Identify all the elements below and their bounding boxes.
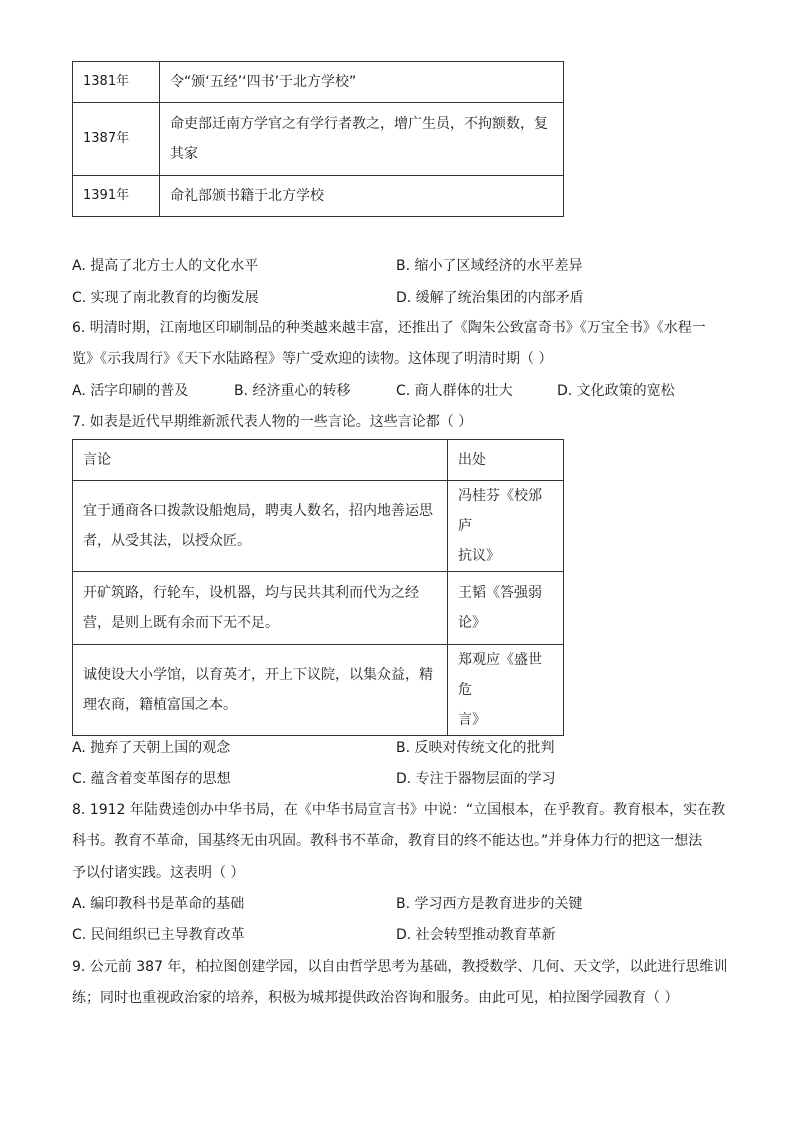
q5-option-c[interactable]: C. 实现了南北教育的均衡发展	[72, 290, 259, 306]
policy-cell	[160, 103, 564, 176]
q8-stem-line: 8. 1912 年陆费逵创办中华书局，在《中华书局宣言书》中说：“立国根本，在乎教育。教育根本，实在教	[72, 802, 726, 818]
table-row	[73, 103, 564, 176]
policy-line: 其家	[170, 146, 198, 162]
quote-line: 开矿筑路，行轮车，设机器，均与民共其利而代为之经	[83, 585, 419, 601]
q8-option-c[interactable]: C. 民间组织已主导教育改革	[72, 927, 245, 943]
column-header-source: 出处	[448, 440, 564, 481]
q8-option-a[interactable]: A. 编印教科书是革命的基础	[72, 896, 245, 912]
source-cell	[448, 645, 564, 736]
quote-cell	[73, 645, 448, 736]
q6-option-d[interactable]: D. 文化政策的宽松	[557, 383, 675, 399]
policy-table	[72, 61, 564, 217]
quote-cell	[73, 481, 448, 572]
q6-stem-line: 6. 明清时期，江南地区印刷制品的种类越来越丰富，还推出了《陶朱公致富奇书》《万宝全书》《水程一	[72, 320, 706, 336]
table-row	[73, 176, 564, 217]
q6-stem-line: 览》《示我周行》《天下水陆路程》等广受欢迎的读物。这体现了明清时期（ ）	[72, 351, 553, 367]
year-cell: 1391年	[73, 176, 160, 217]
q7-stem: 7. 如表是近代早期维新派代表人物的一些言论。这些言论都（ ）	[72, 414, 473, 430]
q7-option-a[interactable]: A. 抛弃了天朝上国的观念	[72, 740, 231, 756]
year-cell: 1387年	[73, 103, 160, 176]
quote-line: 诚使设大小学馆，以育英才，开上下议院，以集众益，精	[83, 667, 433, 683]
quote-line: 营，是则上既有余而下无不足。	[83, 615, 279, 631]
quote-line: 宜于通商各口拨款设船炮局，聘夷人数名，招内地善运思	[83, 503, 433, 519]
q5-option-b[interactable]: B. 缩小了区域经济的水平差异	[396, 258, 583, 274]
source-line: 冯桂芬《校邠庐	[458, 488, 542, 534]
table-row	[73, 481, 564, 572]
policy-cell: 命礼部颁书籍于北方学校	[160, 176, 564, 217]
source-line: 王韬《答强弱	[458, 585, 542, 601]
q9-stem-line: 9. 公元前 387 年，柏拉图创建学园，以自由哲学思考为基础，教授数学、几何、天文学，以此进行思维训	[72, 959, 728, 975]
q6-option-c[interactable]: C. 商人群体的壮大	[396, 383, 513, 399]
q6-option-a[interactable]: A. 活字印刷的普及	[72, 383, 189, 399]
source-line: 抗议》	[458, 548, 500, 564]
q6-option-b[interactable]: B. 经济重心的转移	[234, 383, 351, 399]
table-row	[73, 645, 564, 736]
policy-line: 命吏部迁南方学官之有学行者教之，增广生员，不拘额数，复	[170, 116, 548, 132]
table-row	[73, 62, 564, 103]
source-cell	[448, 572, 564, 645]
q5-option-a[interactable]: A. 提高了北方士人的文化水平	[72, 258, 259, 274]
quote-cell	[73, 572, 448, 645]
source-cell	[448, 481, 564, 572]
q5-option-d[interactable]: D. 缓解了统治集团的内部矛盾	[396, 290, 584, 306]
quote-line: 者，从受其法，以授众匠。	[83, 533, 251, 549]
source-line: 言》	[458, 712, 486, 728]
q9-stem-line: 练；同时也重视政治家的培养，积极为城邦提供政治咨询和服务。由此可见，柏拉图学园教育（ ）	[72, 990, 679, 1006]
q7-option-c[interactable]: C. 蕴含着变革图存的思想	[72, 771, 231, 787]
year-cell: 1381年	[73, 62, 160, 103]
q8-option-d[interactable]: D. 社会转型推动教育革新	[396, 927, 556, 943]
table-row	[73, 572, 564, 645]
table-header-row	[73, 440, 564, 481]
reform-quotes-table	[72, 439, 564, 736]
policy-cell: 令“颁‘五经’‘四书’于北方学校”	[160, 62, 564, 103]
column-header-quote: 言论	[73, 440, 448, 481]
quote-line: 理农商，籍植富国之本。	[83, 697, 237, 713]
source-line: 论》	[458, 615, 486, 631]
q7-option-d[interactable]: D. 专注于器物层面的学习	[396, 771, 556, 787]
q8-stem-line: 科书。教育不革命，国基终无由巩固。教科书不革命，教育目的终不能达也。”并身体力行的把这一想法	[72, 833, 703, 849]
source-line: 郑观应《盛世危	[458, 652, 542, 698]
q8-stem-line: 予以付诸实践。这表明（ ）	[72, 865, 245, 881]
q7-option-b[interactable]: B. 反映对传统文化的批判	[396, 740, 555, 756]
q8-option-b[interactable]: B. 学习西方是教育进步的关键	[396, 896, 583, 912]
